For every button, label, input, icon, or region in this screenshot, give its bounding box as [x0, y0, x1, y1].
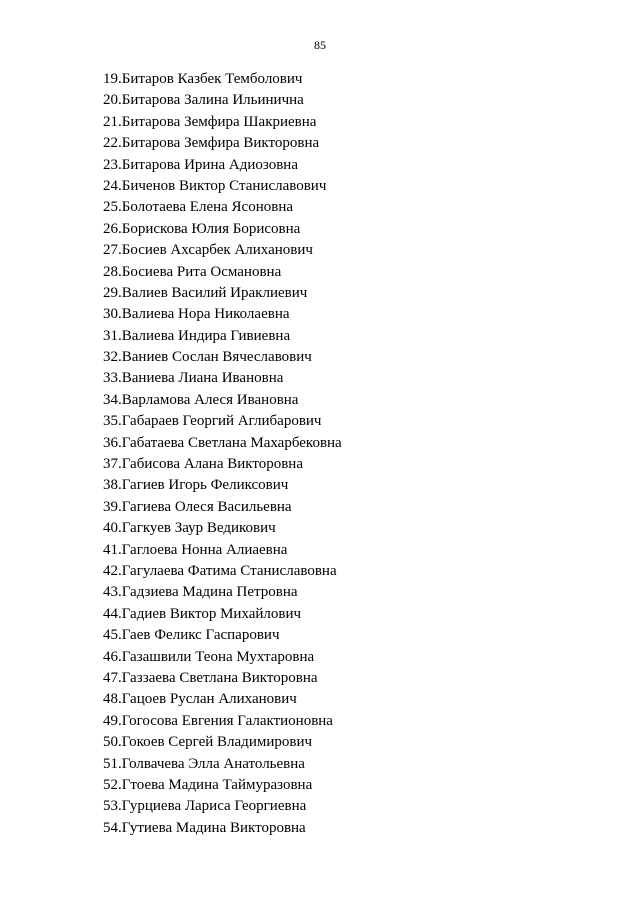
list-item: 36.Габатаева Светлана Махарбековна: [103, 434, 342, 451]
list-item: 30.Валиева Нора Николаевна: [103, 306, 290, 323]
list-item: 19.Битаров Казбек Темболович: [103, 71, 303, 87]
list-item: 42.Гагулаева Фатима Станиславовна: [103, 562, 337, 579]
list-item: 20.Битарова Залина Ильинична: [103, 92, 304, 109]
list-item: 48.Гацоев Руслан Алиханович: [103, 691, 297, 708]
list-item: 38.Гагиев Игорь Феликсович: [103, 477, 289, 494]
list-item: 32.Ваниев Сослан Вячеславович: [103, 349, 312, 366]
list-item: 47.Газзаева Светлана Викторовна: [103, 669, 318, 686]
list-item: 51.Голвачева Элла Анатольевна: [103, 755, 305, 772]
list-item: 41.Гаглоева Нонна Алиаевна: [103, 541, 288, 558]
list-item: 35.Габараев Георгий Аглибарович: [103, 413, 322, 430]
list-item: 49.Гогосова Евгения Галактионовна: [103, 712, 333, 729]
list-item: 23.Битарова Ирина Адиозовна: [103, 156, 298, 173]
list-item: 34.Варламова Алеся Ивановна: [103, 391, 299, 408]
name-list: [103, 69, 342, 839]
list-item: 28.Босиева Рита Османовна: [103, 263, 282, 280]
list-item: 46.Газашвили Теона Мухтаровна: [103, 648, 315, 665]
list-item: 44.Гадиев Виктор Михайлович: [103, 605, 302, 622]
list-item: 52.Гтоева Мадина Таймуразовна: [103, 776, 313, 793]
list-item: 27.Босиев Ахсарбек Алиханович: [103, 242, 313, 259]
list-item: 33.Ваниева Лиана Ивановна: [103, 370, 284, 387]
list-item: 21.Битарова Земфира Шакриевна: [103, 113, 317, 130]
list-item: 43.Гадзиева Мадина Петровна: [103, 584, 298, 601]
list-item: 54.Гутиева Мадина Викторовна: [103, 819, 306, 836]
list-item: 31.Валиева Индира Гивиевна: [103, 327, 291, 344]
list-item: 39.Гагиева Олеся Васильевна: [103, 498, 292, 515]
list-item: 26.Борискова Юлия Борисовна: [103, 220, 301, 237]
list-item: 25.Болотаева Елена Ясоновна: [103, 199, 293, 216]
list-item: 53.Гурциева Лариса Георгиевна: [103, 798, 307, 815]
list-item: 50.Гокоев Сергей Владимирович: [103, 734, 313, 751]
list-item: 29.Валиев Василий Ираклиевич: [103, 284, 308, 301]
list-item: 37.Габисова Алана Викторовна: [103, 456, 303, 473]
list-item: 40.Гагкуев Заур Ведикович: [103, 520, 276, 537]
list-item: 22.Битарова Земфира Викторовна: [103, 135, 320, 152]
list-item: 45.Гаев Феликс Гаспарович: [103, 627, 280, 644]
list-item: 24.Биченов Виктор Станиславович: [103, 177, 327, 194]
page-number: 85: [314, 38, 326, 52]
